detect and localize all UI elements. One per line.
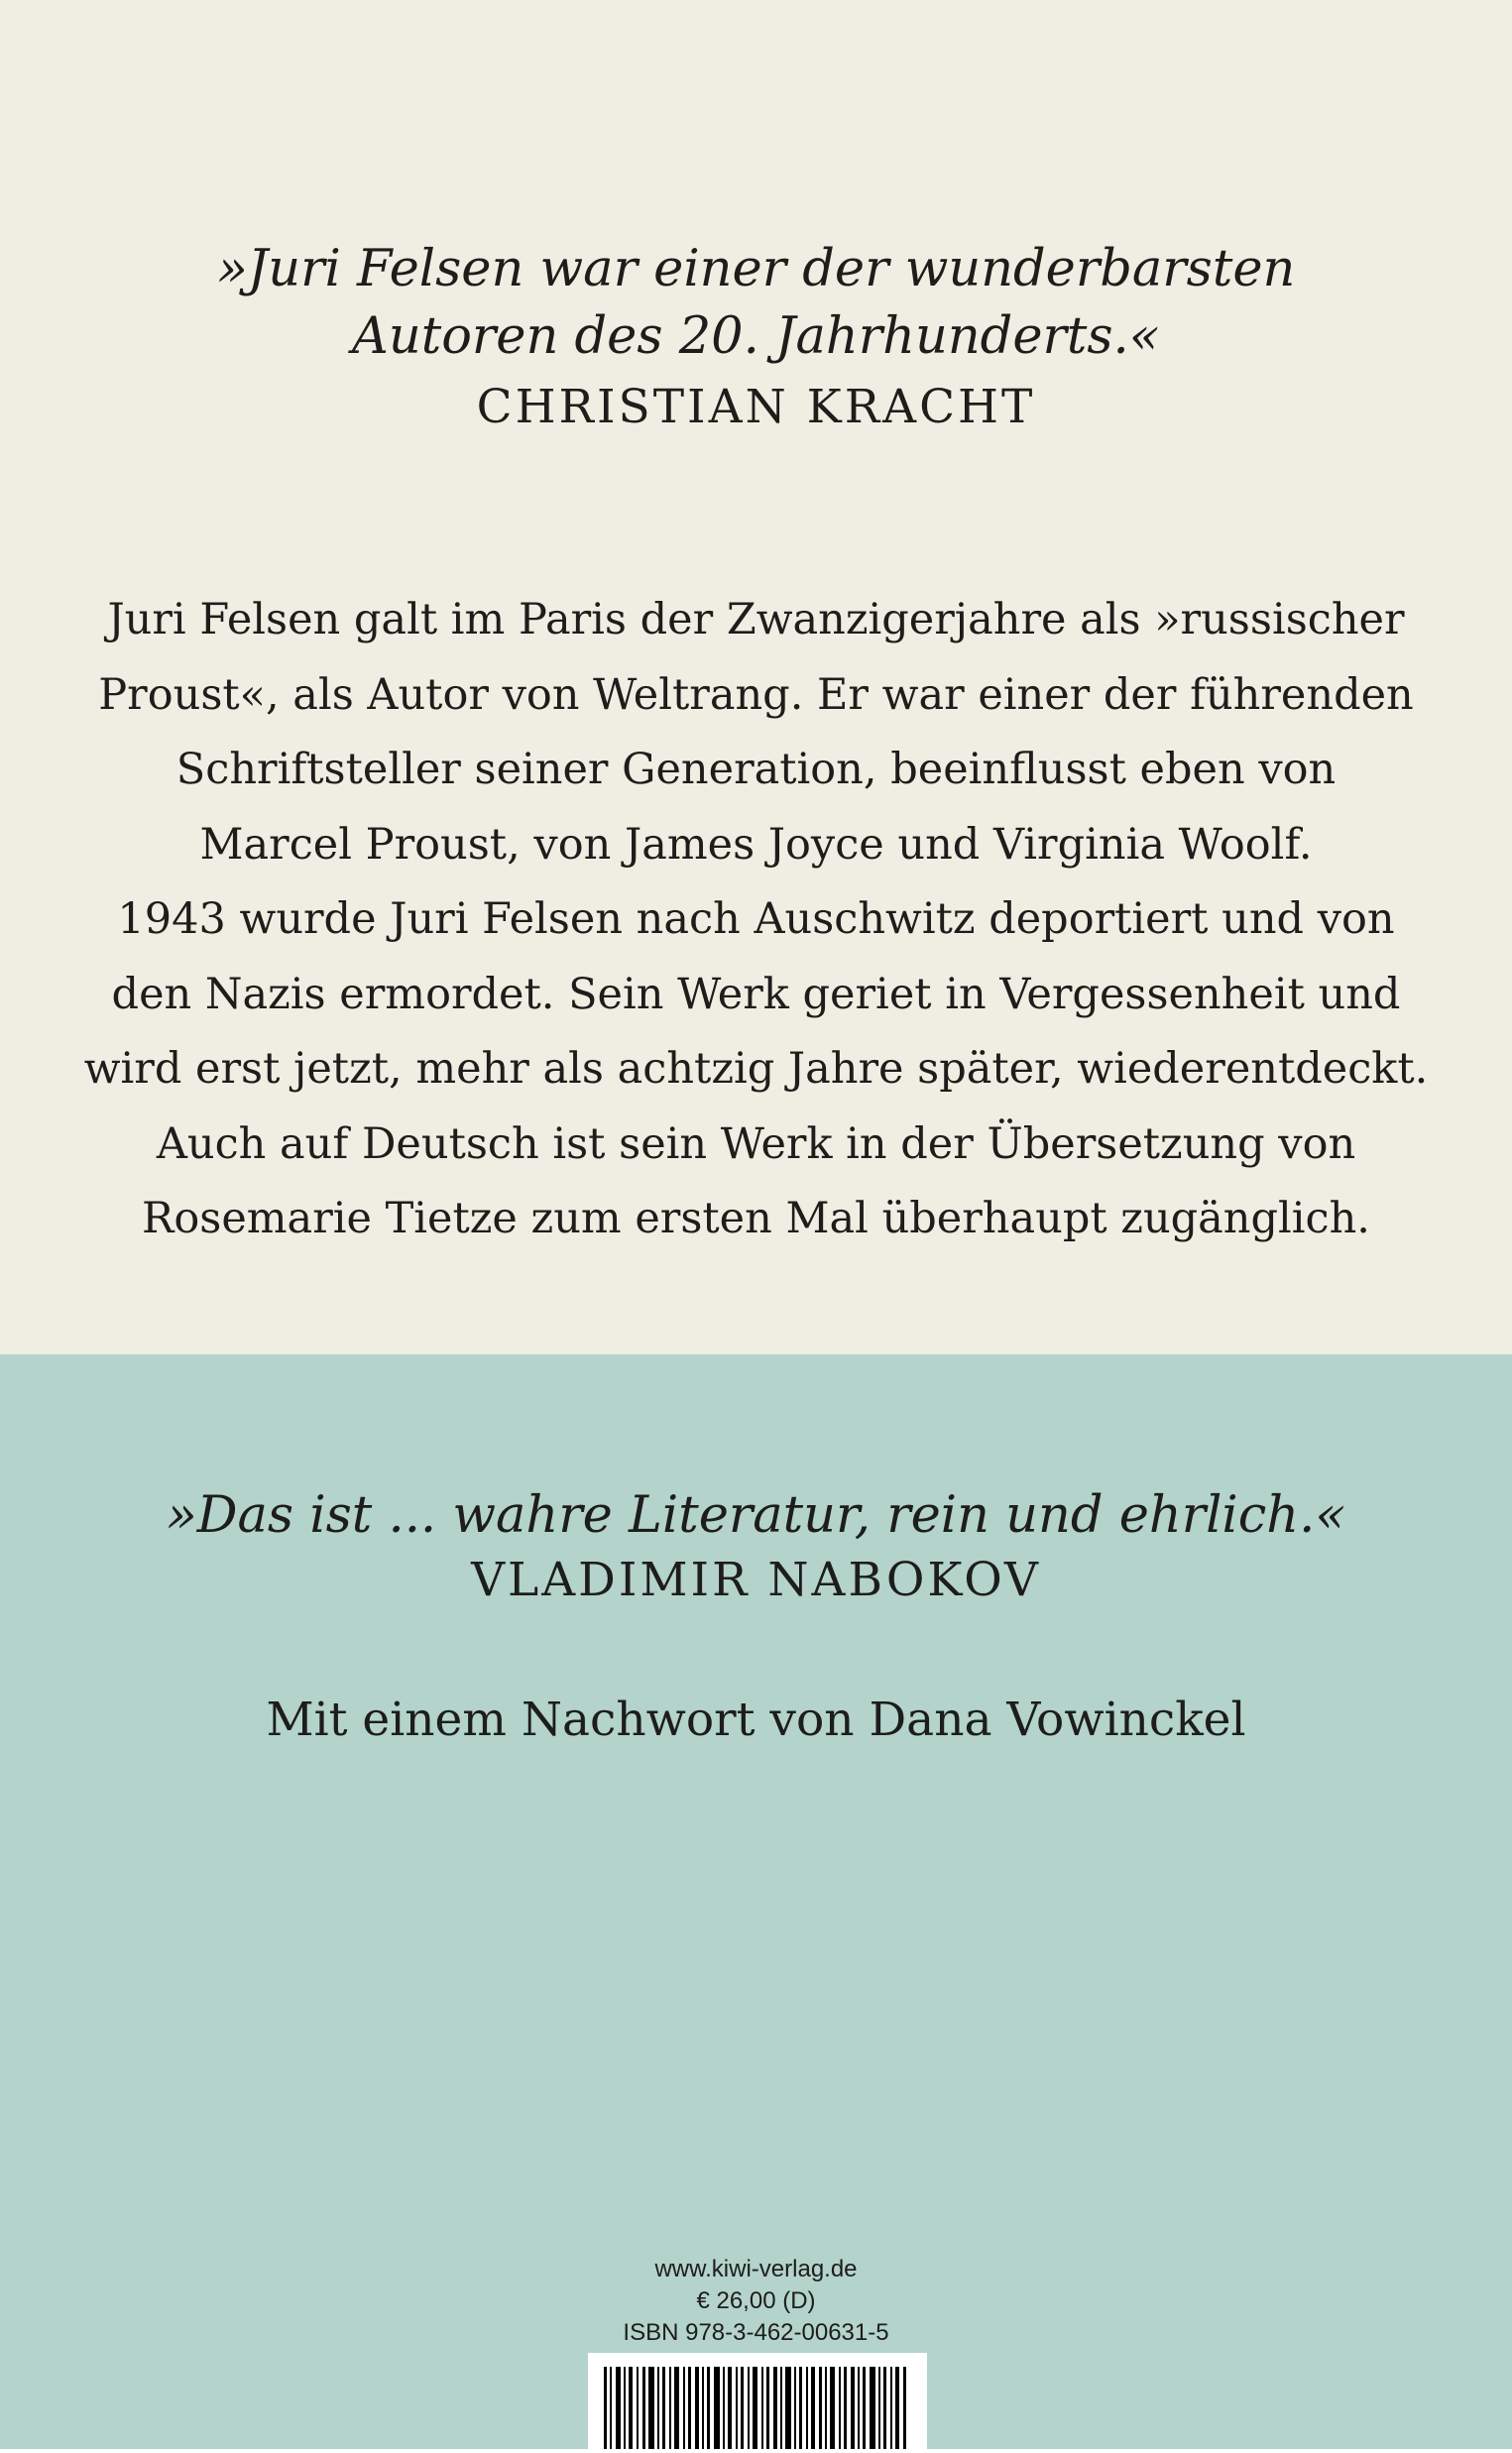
barcode-bar: [714, 2367, 720, 2449]
book-description: [0, 583, 1512, 1257]
barcode-bar: [878, 2367, 880, 2449]
barcode-bar: [702, 2367, 704, 2449]
price: € 26,00 (D): [696, 2287, 816, 2314]
barcode-bar: [870, 2367, 875, 2449]
barcode-bar: [748, 2367, 750, 2449]
barcode-bar: [780, 2367, 782, 2449]
barcode-bar: [761, 2367, 763, 2449]
barcode-bar: [851, 2367, 855, 2449]
barcode-bar: [648, 2367, 654, 2449]
barcode-bar: [903, 2367, 906, 2449]
barcode-bar: [753, 2367, 757, 2449]
barcode-bar: [728, 2367, 732, 2449]
barcode-bar: [890, 2367, 892, 2449]
barcode-bar: [806, 2367, 808, 2449]
barcode-bar: [811, 2367, 815, 2449]
description-line: Marcel Proust, von James Joyce und Virginia Woolf.: [199, 819, 1313, 870]
isbn-barcode: [588, 2353, 927, 2449]
barcode-graphic: [588, 2353, 927, 2449]
barcode-bar: [707, 2367, 710, 2449]
nabokov-attribution: VLADIMIR NABOKOV: [471, 1553, 1041, 1607]
barcode-bar: [794, 2367, 796, 2449]
barcode-bar: [799, 2367, 802, 2449]
barcode-bar: [604, 2367, 607, 2449]
description-line: Schriftsteller seiner Generation, beeinflusst eben von: [175, 745, 1337, 794]
barcode-bar: [669, 2367, 671, 2449]
barcode-bar: [637, 2367, 639, 2449]
barcode-bar: [736, 2367, 738, 2449]
description-line: Juri Felsen galt im Paris der Zwanzigerjahre als »russischer: [107, 595, 1405, 644]
barcode-bar: [629, 2367, 633, 2449]
barcode-bar: [895, 2367, 899, 2449]
description-line: 1943 wurde Juri Felsen nach Auschwitz deportiert und von: [117, 894, 1395, 944]
isbn: ISBN 978-3-462-00631-5: [623, 2319, 889, 2346]
barcode-bar: [883, 2367, 886, 2449]
barcode-bar: [657, 2367, 659, 2449]
barcode-bar: [688, 2367, 691, 2449]
description-line: Auch auf Deutsch ist sein Werk in der Übersetzung von: [156, 1118, 1356, 1169]
description-line: Rosemarie Tietze zum ersten Mal überhaupt zugänglich.: [142, 1194, 1370, 1243]
description-line: den Nazis ermordet. Sein Werk geriet in Vergessenheit und: [111, 969, 1401, 1019]
kracht-quote-line-2: Autoren des 20. Jahrhunderts.«: [352, 307, 1160, 366]
description-line: wird erst jetzt, mehr als achtzig Jahre später, wiederentdeckt.: [83, 1044, 1429, 1094]
barcode-bar: [683, 2367, 685, 2449]
description-line: Proust«, als Autor von Weltrang. Er war einer der führenden: [98, 669, 1414, 720]
kracht-quote: [0, 236, 1512, 371]
barcode-bar: [695, 2367, 699, 2449]
kracht-attribution: CHRISTIAN KRACHT: [476, 380, 1036, 434]
barcode-bar: [610, 2367, 612, 2449]
nabokov-quote: »Das ist ... wahre Literatur, rein und ehrlich.«: [166, 1486, 1346, 1545]
barcode-bar: [773, 2367, 777, 2449]
barcode-bar: [642, 2367, 645, 2449]
barcode-bar: [766, 2367, 769, 2449]
barcode-bar: [839, 2367, 841, 2449]
barcode-bar: [785, 2367, 791, 2449]
barcode-bar: [825, 2367, 827, 2449]
kracht-quote-line-1: »Juri Felsen war einer der wunderbarsten: [216, 240, 1296, 298]
barcode-bar: [819, 2367, 822, 2449]
barcode-bar: [858, 2367, 860, 2449]
publisher-info: [0, 2254, 1512, 2349]
barcode-bar: [830, 2367, 835, 2449]
barcode-bar: [863, 2367, 866, 2449]
barcode-bar: [844, 2367, 847, 2449]
barcode-bar: [723, 2367, 725, 2449]
barcode-bar: [662, 2367, 665, 2449]
barcode-bar: [624, 2367, 626, 2449]
barcode-bar: [616, 2367, 621, 2449]
afterword-note: Mit einem Nachwort von Dana Vowinckel: [266, 1693, 1246, 1747]
publisher-website: www.kiwi-verlag.de: [654, 2256, 858, 2282]
barcode-bar: [741, 2367, 744, 2449]
barcode-bar: [674, 2367, 679, 2449]
